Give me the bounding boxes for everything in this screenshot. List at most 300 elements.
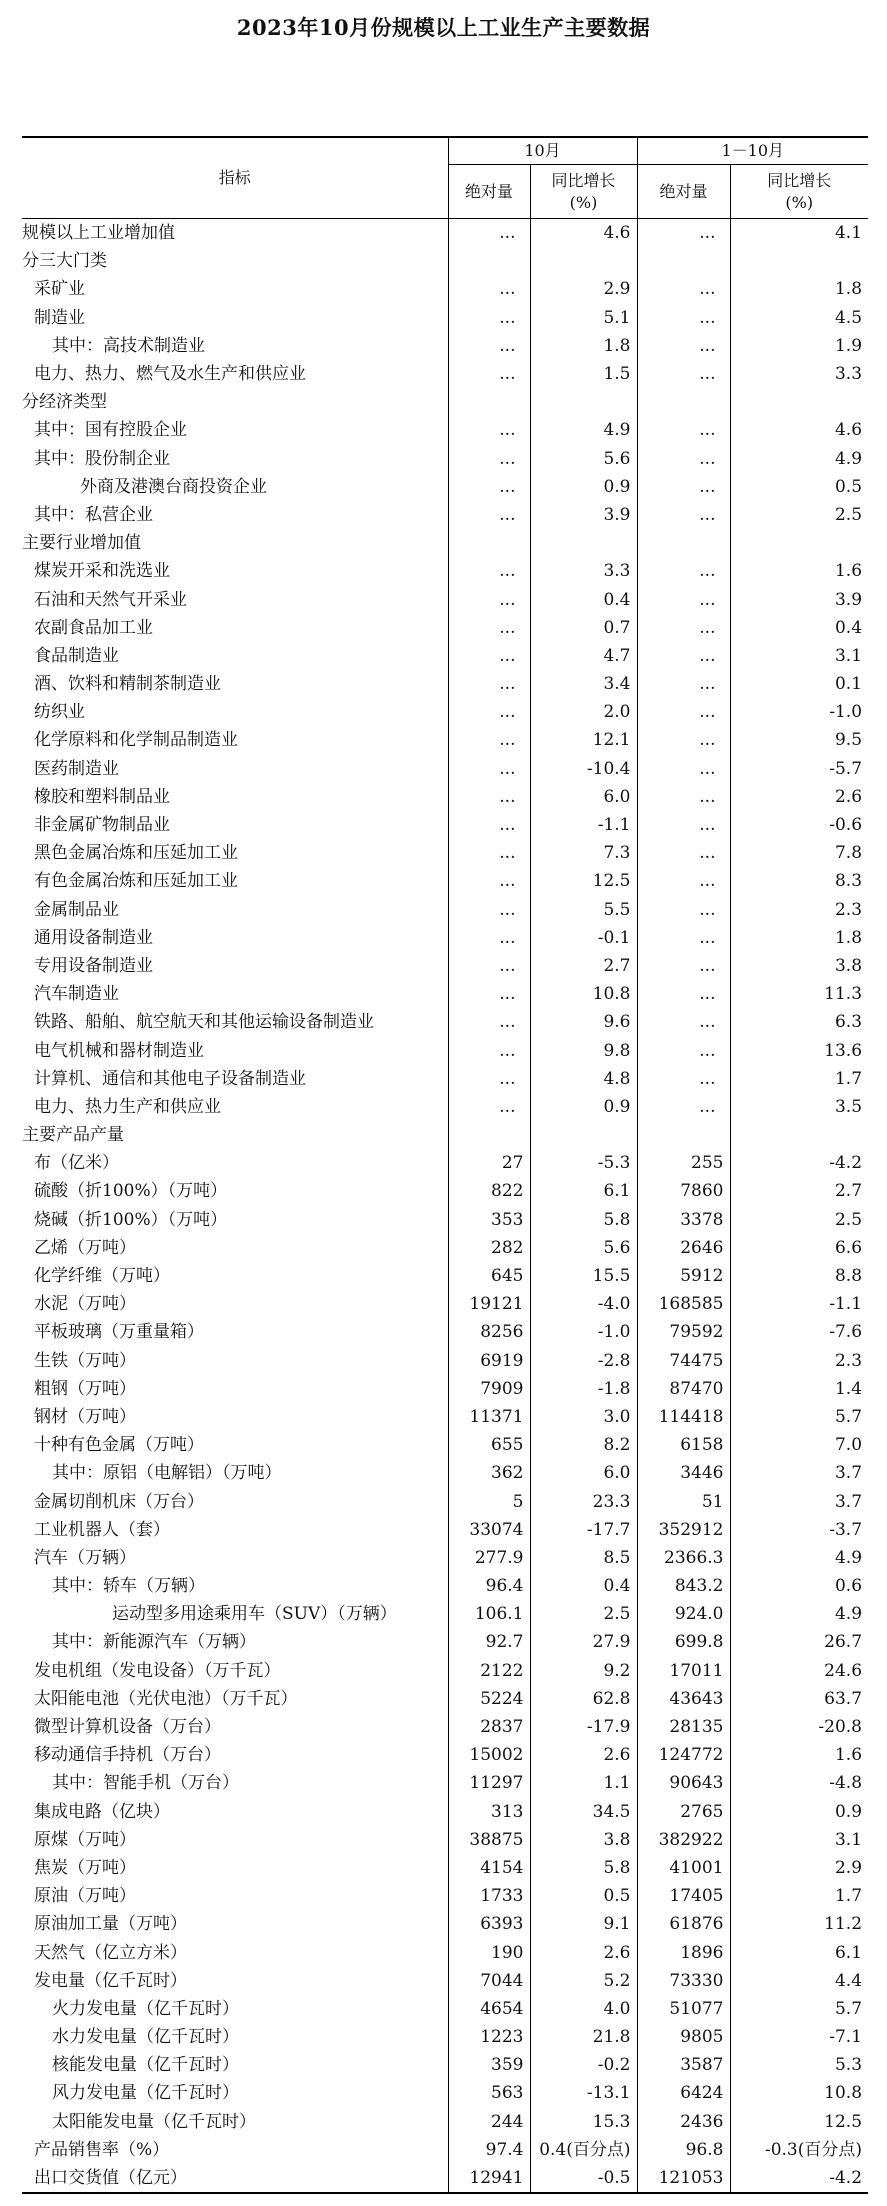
oct-growth: 4.8 [530,1065,637,1093]
oct-growth: -0.1 [530,924,637,952]
oct-absolute: 5 [448,1487,530,1515]
ytd-growth: 0.5 [730,473,868,501]
ytd-growth: 4.9 [730,1600,868,1628]
oct-growth: 3.3 [530,557,637,585]
ytd-growth: 3.7 [730,1459,868,1487]
row-name: 天然气（亿立方米） [34,1942,187,1963]
row-name: 出口交货值（亿元） [22,2164,448,2193]
table-row [22,1318,868,1346]
row-name: 太阳能发电量（亿千瓦时） [52,2111,256,2132]
table-row [22,642,868,670]
oct-absolute [448,388,530,416]
table-row [22,1487,868,1515]
ytd-absolute: 2366.3 [637,1544,730,1572]
table-row [22,1657,868,1685]
oct-growth: -1.0 [530,1318,637,1346]
ytd-absolute: 124772 [637,1741,730,1769]
ytd-growth: 2.6 [730,783,868,811]
ytd-growth: -7.6 [730,1318,868,1346]
oct-absolute: ... [448,1065,530,1093]
table-row [22,1854,868,1882]
ytd-absolute: ... [637,698,730,726]
table-row [22,247,868,275]
row-name: 医药制造业 [34,758,119,779]
ytd-growth: 6.3 [730,1008,868,1036]
oct-absolute: 97.4 [448,2136,530,2164]
row-name: 钢材（万吨） [34,1406,136,1427]
table-row [22,275,868,303]
data-table [22,136,868,2194]
table-row [22,755,868,783]
oct-absolute: 1733 [448,1882,530,1910]
oct-growth: -10.4 [530,755,637,783]
table-row [22,1713,868,1741]
row-name: 烧碱（折100%）（万吨） [34,1209,228,1230]
ytd-absolute: 255 [637,1149,730,1177]
ytd-growth: 4.9 [730,1544,868,1572]
ytd-absolute: 2436 [637,2108,730,2136]
header-growth-ytd: 同比增长 (%) [730,165,868,219]
row-name: 太阳能电池（光伏电池）（万千瓦） [34,1688,298,1709]
oct-absolute: 5224 [448,1685,530,1713]
ytd-absolute: 121053 [637,2164,730,2193]
ytd-absolute: 74475 [637,1347,730,1375]
ytd-growth: 7.8 [730,839,868,867]
table-row [22,304,868,332]
oct-absolute: ... [448,670,530,698]
oct-absolute: 353 [448,1206,530,1234]
oct-growth: -2.8 [530,1347,637,1375]
ytd-growth: -3.7 [730,1516,868,1544]
oct-absolute: 12941 [448,2164,530,2193]
oct-absolute: 1223 [448,2023,530,2051]
oct-growth: 21.8 [530,2023,637,2051]
table-row [22,896,868,924]
oct-growth: 4.6 [530,219,637,248]
oct-growth: 1.1 [530,1769,637,1797]
ytd-absolute: ... [637,642,730,670]
row-name: 计算机、通信和其他电子设备制造业 [34,1068,306,1089]
oct-growth: 8.2 [530,1431,637,1459]
oct-absolute: 19121 [448,1290,530,1318]
ytd-absolute: ... [637,557,730,585]
ytd-absolute: ... [637,867,730,895]
row-name: 其中：新能源汽车（万辆） [52,1632,256,1653]
oct-absolute: 38875 [448,1826,530,1854]
ytd-growth: 8.3 [730,867,868,895]
row-name: 水力发电量（亿千瓦时） [52,2027,239,2048]
oct-growth: 0.9 [530,473,637,501]
oct-absolute: ... [448,1036,530,1064]
ytd-growth: -0.6 [730,811,868,839]
oct-growth: 0.4 [530,585,637,613]
oct-absolute: ... [448,811,530,839]
table-row [22,2108,868,2136]
page-title: 2023年10月份规模以上工业生产主要数据 [236,15,651,40]
oct-absolute: ... [448,332,530,360]
ytd-growth: 4.1 [730,219,868,248]
ytd-growth: 4.4 [730,1967,868,1995]
row-name: 其中：私营企业 [34,504,153,525]
table-row [22,1910,868,1938]
table-row [22,1938,868,1966]
ytd-growth: 6.6 [730,1234,868,1262]
oct-growth: -17.7 [530,1516,637,1544]
ytd-absolute [637,529,730,557]
ytd-growth: 2.9 [730,1854,868,1882]
oct-absolute: ... [448,219,530,248]
row-name: 黑色金属冶炼和压延加工业 [34,843,238,864]
oct-absolute: ... [448,473,530,501]
table-row [22,839,868,867]
ytd-growth: -1.0 [730,698,868,726]
ytd-absolute: 17405 [637,1882,730,1910]
row-name: 风力发电量（亿千瓦时） [52,2083,239,2104]
oct-absolute: 6393 [448,1910,530,1938]
ytd-growth [730,388,868,416]
table-row [22,529,868,557]
ytd-absolute: 382922 [637,1826,730,1854]
oct-absolute: ... [448,275,530,303]
oct-growth: 1.5 [530,360,637,388]
ytd-growth: 1.8 [730,924,868,952]
row-name: 橡胶和塑料制品业 [34,786,170,807]
ytd-growth: 3.9 [730,585,868,613]
ytd-absolute: 6424 [637,2079,730,2107]
oct-growth: -0.5 [530,2164,637,2193]
oct-growth: -1.1 [530,811,637,839]
row-name: 产品销售率（%） [34,2139,170,2160]
oct-growth: 0.7 [530,614,637,642]
oct-growth: 5.2 [530,1967,637,1995]
oct-absolute: ... [448,557,530,585]
oct-absolute: 4154 [448,1854,530,1882]
oct-growth: -5.3 [530,1149,637,1177]
oct-growth: -0.2 [530,2051,637,2079]
row-name: 其中：轿车（万辆） [52,1576,205,1597]
header-period-ytd: 1－10月 [637,137,868,165]
oct-absolute: 645 [448,1262,530,1290]
oct-absolute: ... [448,304,530,332]
table-row [22,1826,868,1854]
row-name: 非金属矿物制品业 [34,815,170,836]
table-row [22,1628,868,1656]
oct-growth: 10.8 [530,980,637,1008]
oct-growth: 12.1 [530,726,637,754]
oct-growth [530,247,637,275]
oct-absolute: 96.4 [448,1572,530,1600]
ytd-growth: 12.5 [730,2108,868,2136]
row-name: 主要产品产量 [22,1125,124,1146]
oct-absolute: ... [448,839,530,867]
table-row [22,1516,868,1544]
table-row [22,867,868,895]
row-name: 农副食品加工业 [34,617,153,638]
oct-absolute: 11371 [448,1403,530,1431]
oct-growth: 5.5 [530,896,637,924]
table-row [22,219,868,248]
ytd-growth: 2.5 [730,1206,868,1234]
ytd-absolute: 51 [637,1487,730,1515]
oct-growth: 4.9 [530,416,637,444]
ytd-growth: 0.9 [730,1798,868,1826]
table-row [22,1121,868,1149]
table-row [22,2079,868,2107]
table-row [22,726,868,754]
ytd-absolute: 96.8 [637,2136,730,2164]
oct-absolute: ... [448,726,530,754]
row-name: 其中：国有控股企业 [34,420,187,441]
table-row [22,585,868,613]
table-row [22,332,868,360]
row-name: 纺织业 [34,702,85,723]
row-name: 硫酸（折100%）（万吨） [34,1181,228,1202]
ytd-growth: 7.0 [730,1431,868,1459]
ytd-growth: 1.4 [730,1375,868,1403]
oct-absolute: 7909 [448,1375,530,1403]
ytd-absolute: 3446 [637,1459,730,1487]
oct-absolute: 6919 [448,1347,530,1375]
ytd-absolute: 79592 [637,1318,730,1346]
ytd-growth: 1.7 [730,1065,868,1093]
header-growth-oct: 同比增长 (%) [530,165,637,219]
oct-absolute: ... [448,698,530,726]
oct-growth: 23.3 [530,1487,637,1515]
table-row [22,1967,868,1995]
oct-growth: 6.0 [530,783,637,811]
oct-absolute: 8256 [448,1318,530,1346]
oct-absolute: 277.9 [448,1544,530,1572]
row-name: 金属制品业 [34,899,119,920]
ytd-absolute: 7860 [637,1177,730,1205]
ytd-growth: 3.8 [730,952,868,980]
row-name: 其中：原铝（电解铝）（万吨） [52,1463,282,1484]
ytd-absolute: ... [637,783,730,811]
ytd-absolute: ... [637,304,730,332]
ytd-growth: -1.1 [730,1290,868,1318]
table-row [22,1459,868,1487]
oct-absolute: ... [448,416,530,444]
oct-growth: 9.8 [530,1036,637,1064]
table-row [22,1036,868,1064]
oct-growth: 0.4 [530,1572,637,1600]
table-row [22,980,868,1008]
ytd-growth: 4.9 [730,445,868,473]
row-name: 石油和天然气开采业 [34,589,187,610]
ytd-growth: 11.2 [730,1910,868,1938]
ytd-growth: 2.7 [730,1177,868,1205]
row-name: 采矿业 [34,279,85,300]
row-name: 食品制造业 [34,645,119,666]
oct-absolute: 15002 [448,1741,530,1769]
oct-absolute: 362 [448,1459,530,1487]
ytd-absolute: 28135 [637,1713,730,1741]
oct-absolute: 359 [448,2051,530,2079]
ytd-absolute: ... [637,585,730,613]
table-row [22,2164,868,2193]
ytd-growth: -5.7 [730,755,868,783]
oct-growth: 5.6 [530,1234,637,1262]
ytd-growth: 0.1 [730,670,868,698]
ytd-absolute: 168585 [637,1290,730,1318]
ytd-absolute: 843.2 [637,1572,730,1600]
oct-growth: 9.6 [530,1008,637,1036]
ytd-growth: 0.6 [730,1572,868,1600]
oct-absolute [448,529,530,557]
oct-absolute: ... [448,445,530,473]
row-name: 微型计算机设备（万台） [34,1717,221,1738]
ytd-absolute: 699.8 [637,1628,730,1656]
row-name: 平板玻璃（万重量箱） [34,1322,204,1343]
row-name: 主要行业增加值 [22,533,141,554]
row-name: 外商及港澳台商投资企业 [80,476,267,497]
oct-absolute: 244 [448,2108,530,2136]
ytd-growth: 5.7 [730,1403,868,1431]
oct-absolute: 106.1 [448,1600,530,1628]
table-row [22,1431,868,1459]
table-row [22,1290,868,1318]
oct-growth: 7.3 [530,839,637,867]
row-name: 金属切削机床（万台） [34,1491,204,1512]
table-row [22,1741,868,1769]
oct-growth: 9.2 [530,1657,637,1685]
ytd-absolute: ... [637,1036,730,1064]
table-row [22,1093,868,1121]
row-name: 有色金属冶炼和压延加工业 [34,871,238,892]
row-name: 十种有色金属（万吨） [34,1435,204,1456]
ytd-absolute: ... [637,473,730,501]
oct-growth: 2.7 [530,952,637,980]
ytd-absolute [637,247,730,275]
table-row [22,811,868,839]
ytd-absolute: ... [637,360,730,388]
ytd-absolute: 73330 [637,1967,730,1995]
ytd-absolute: ... [637,501,730,529]
row-name: 酒、饮料和精制茶制造业 [34,674,221,695]
ytd-absolute: ... [637,275,730,303]
ytd-absolute: 3587 [637,2051,730,2079]
ytd-growth: 2.3 [730,1347,868,1375]
ytd-absolute: ... [637,839,730,867]
ytd-absolute: ... [637,1008,730,1036]
ytd-absolute: 114418 [637,1403,730,1431]
ytd-absolute: ... [637,952,730,980]
table-row [22,670,868,698]
oct-growth: 2.9 [530,275,637,303]
row-name: 规模以上工业增加值 [22,223,175,244]
ytd-growth: 6.1 [730,1938,868,1966]
ytd-absolute: 51077 [637,1995,730,2023]
ytd-growth: 3.7 [730,1487,868,1515]
ytd-absolute: ... [637,1093,730,1121]
oct-growth: 2.0 [530,698,637,726]
ytd-growth: 3.1 [730,642,868,670]
ytd-growth: 2.3 [730,896,868,924]
ytd-absolute: 61876 [637,1910,730,1938]
table-row [22,1234,868,1262]
row-name: 电气机械和器材制造业 [34,1040,204,1061]
row-name: 原油加工量（万吨） [34,1914,187,1935]
ytd-absolute: ... [637,726,730,754]
oct-growth: -4.0 [530,1290,637,1318]
oct-absolute: ... [448,360,530,388]
oct-absolute: 822 [448,1177,530,1205]
ytd-absolute: ... [637,332,730,360]
ytd-absolute: 41001 [637,1854,730,1882]
table-row [22,1544,868,1572]
table-row [22,2136,868,2164]
ytd-growth: 3.3 [730,360,868,388]
ytd-growth: 13.6 [730,1036,868,1064]
ytd-growth: 5.7 [730,1995,868,2023]
row-name: 制造业 [34,307,85,328]
row-name: 专用设备制造业 [34,955,153,976]
oct-absolute: 313 [448,1798,530,1826]
ytd-growth: 0.4 [730,614,868,642]
row-name: 原油（万吨） [34,1886,136,1907]
oct-absolute: ... [448,1093,530,1121]
ytd-growth: -7.1 [730,2023,868,2051]
row-name: 生铁（万吨） [34,1350,136,1371]
header-indicator: 指标 [22,137,448,219]
row-name: 铁路、船舶、航空航天和其他运输设备制造业 [34,1012,374,1033]
oct-absolute: ... [448,585,530,613]
row-name: 其中：高技术制造业 [52,335,205,356]
header-period-oct: 10月 [448,137,637,165]
table-row [22,416,868,444]
table-row [22,1600,868,1628]
oct-growth: 3.9 [530,501,637,529]
row-name: 汽车制造业 [34,984,119,1005]
oct-growth [530,1121,637,1149]
oct-growth: 12.5 [530,867,637,895]
table-row [22,2051,868,2079]
oct-absolute: ... [448,896,530,924]
row-name: 焦炭（万吨） [34,1857,136,1878]
oct-growth: 3.8 [530,1826,637,1854]
oct-growth [530,529,637,557]
oct-absolute: ... [448,755,530,783]
table-row [22,1149,868,1177]
row-name: 化学原料和化学制品制造业 [34,730,238,751]
oct-absolute [448,247,530,275]
oct-growth: 34.5 [530,1798,637,1826]
row-name: 化学纤维（万吨） [34,1266,170,1287]
table-row [22,924,868,952]
oct-growth: 0.5 [530,1882,637,1910]
ytd-growth: -4.8 [730,1769,868,1797]
row-name: 布（亿米） [34,1153,119,1174]
oct-absolute: ... [448,642,530,670]
table-row [22,445,868,473]
ytd-growth: 1.6 [730,1741,868,1769]
table-row [22,1065,868,1093]
oct-absolute: ... [448,952,530,980]
oct-absolute: ... [448,783,530,811]
oct-absolute: 92.7 [448,1628,530,1656]
ytd-growth: 9.5 [730,726,868,754]
ytd-growth: 3.1 [730,1826,868,1854]
oct-absolute: ... [448,1008,530,1036]
ytd-absolute: 924.0 [637,1600,730,1628]
ytd-growth: 26.7 [730,1628,868,1656]
row-name: 其中：智能手机（万台） [52,1773,239,1794]
ytd-absolute: 3378 [637,1206,730,1234]
table-row [22,473,868,501]
ytd-growth: -4.2 [730,2164,868,2193]
ytd-absolute: ... [637,980,730,1008]
table-body [22,219,868,2194]
